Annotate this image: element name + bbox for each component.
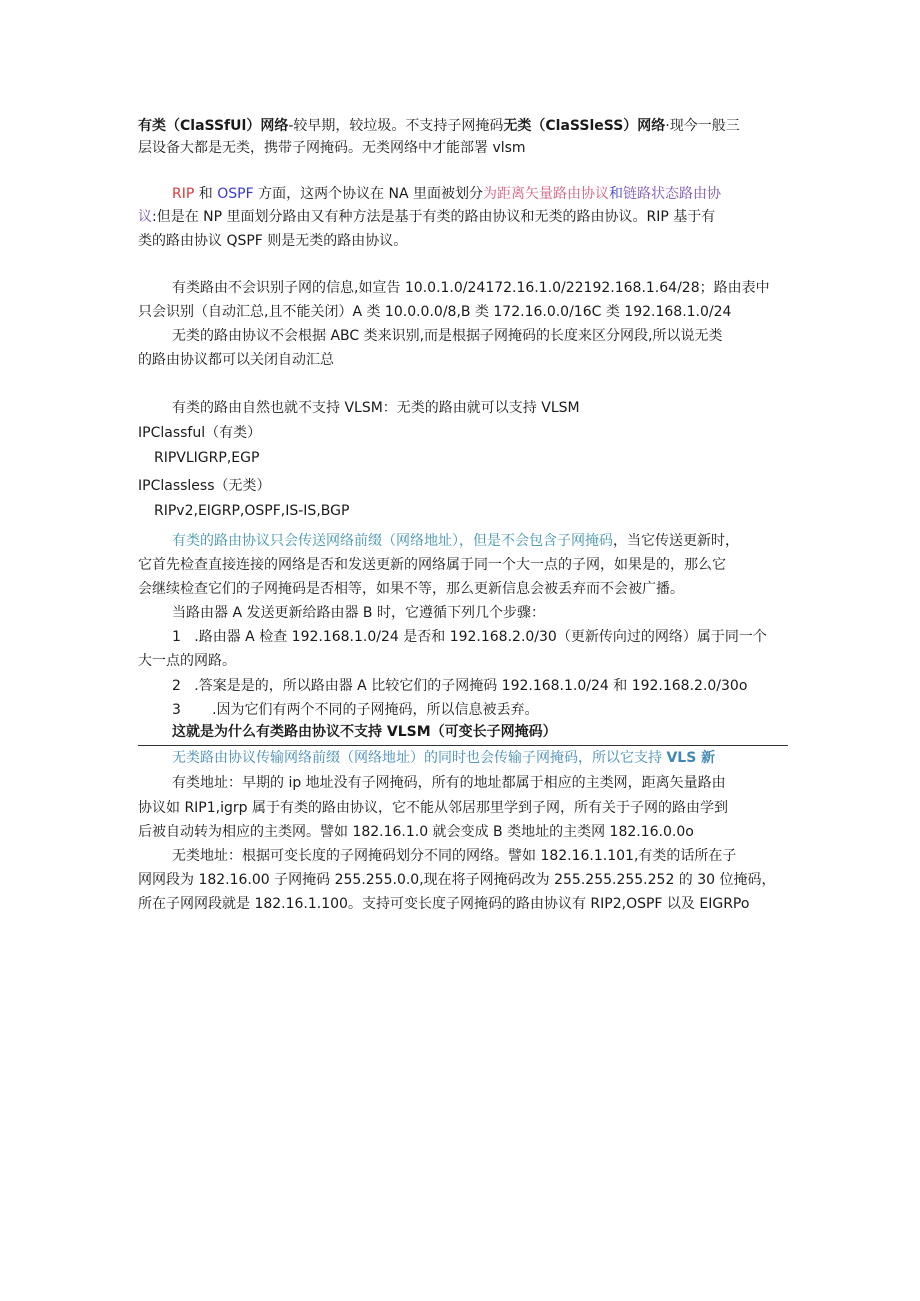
- step-number: 1: [172, 629, 181, 645]
- step-number: 3: [172, 702, 181, 718]
- para-classful-routing-line-1: 有类路由不会识别子网的信息,如宣告 10.0.1.0/24172.16.1.0/22192.168.1.64/28；路由表中: [172, 280, 770, 296]
- rip-term: RIP: [172, 186, 195, 202]
- classless-protocols: RIPv2,EIGRP,OSPF,IS-IS,BGP: [154, 503, 350, 519]
- para-vlsm-support: 有类的路由自然也就不支持 VLSM：无类的路由就可以支持 VLSM: [172, 400, 580, 416]
- divider: [138, 745, 788, 746]
- classless-heading: IPClassless（无类）: [138, 478, 271, 494]
- distance-vector-term: 为距离矢量路由协议: [483, 186, 610, 202]
- highlighted-text: 有类的路由协议只会传送网络前缀（网络地址），但是不会包含子网掩码: [172, 533, 613, 549]
- step-3: 3 .因为它们有两个不同的子网掩码，所以信息被丢弃。: [172, 702, 539, 718]
- classless-term: 无类（ClaSSleSS）网络: [503, 118, 666, 134]
- para-rip-ospf-line-1: RIP 和 OSPF 方面，这两个协议在 NA 里面被划分为距离矢量路由协议和链路状态路由协: [172, 186, 722, 202]
- para-classful-line-2: 层设备大都是无类，携带子网掩码。无类网络中才能部署 vlsm: [138, 140, 526, 156]
- para-classful-address-line-1: 有类地址：早期的 ip 地址没有子网掩码，所有的地址都属于相应的主类网，距离矢量路由: [172, 775, 726, 791]
- classful-term: 有类（ClaSSfUl）网络: [138, 118, 289, 134]
- step-1-line-2: 大一点的网路。: [138, 653, 236, 669]
- link-state-term: 链路状态路由协: [623, 186, 722, 202]
- para-classful-update-line-2: 它首先检查直接连接的网络是否和发送更新的网络属于同一个大一点的子网，如果是的，那么它: [138, 557, 726, 573]
- para-classful-routing-line-2: 只会识别（自动汇总,且不能关闭）A 类 10.0.0.0/8,B 类 172.16.0.0/16C 类 192.168.1.0/24: [138, 304, 732, 320]
- classful-protocols: RIPVLIGRP,EGP: [154, 450, 260, 466]
- para-classful-update-line-3: 会继续检查它们的子网掩码是否相等，如果不等，那么更新信息会被丢弃而不会被广播。: [138, 581, 684, 597]
- para-classful-address-line-3: 后被自动转为相应的主类网。譬如 182.16.1.0 就会变成 B 类地址的主类网 182.16.0.0o: [138, 824, 694, 840]
- para-classful-address-line-2: 协议如 RIP1,igrp 属于有类的路由协议，它不能从邻居那里学到子网，所有关于子网的路由学到: [138, 800, 728, 816]
- step-number: 2: [172, 678, 181, 694]
- vlsm-conclusion: 这就是为什么有类路由协议不支持 VLSM（可变长子网掩码）: [172, 724, 557, 740]
- para-classless-address-line-2: 网网段为 182.16.00 子网掩码 255.255.0.0,现在将子网掩码改为 255.255.255.252 的 30 位掩码，: [138, 872, 776, 888]
- para-classful-update-line-1: 有类的路由协议只会传送网络前缀（网络地址），但是不会包含子网掩码，当它传送更新时，: [172, 533, 739, 549]
- step-2: 2 .答案是是的，所以路由器 A 比较它们的子网掩码 192.168.1.0/24 和 192.168.2.0/30o: [172, 678, 748, 694]
- ospf-term: OSPF: [217, 186, 254, 202]
- para-classful-line-1: 有类（ClaSSfUl）网络-较早期，较垃圾。不支持子网掩码无类（ClaSSleSS）网络·现今一般三: [138, 118, 740, 134]
- para-classless-routing-line-2: 的路由协议都可以关闭自动汇总: [138, 352, 334, 368]
- para-rip-ospf-line-2: 议:但是在 NP 里面划分路由又有种方法是基于有类的路由协议和无类的路由协议。RIP 基于有: [138, 209, 716, 225]
- para-rip-ospf-line-3: 类的路由协议 QSPF 则是无类的路由协议。: [138, 233, 408, 249]
- para-classless-routing-line-1: 无类的路由协议不会根据 ABC 类来识别,而是根据子网掩码的长度来区分网段,所以说无类: [172, 328, 723, 344]
- para-classless-address-line-3: 所在子网网段就是 182.16.1.100。支持可变长度子网掩码的路由协议有 RIP2,OSPF 以及 EIGRPo: [138, 896, 750, 912]
- step-1-line-1: 1 .路由器 A 检查 192.168.1.0/24 是否和 192.168.2.0/30（更新传向过的网络）属于同一个: [172, 629, 767, 645]
- para-router-steps-intro: 当路由器 A 发送更新给路由器 B 时，它遵循下列几个步骤：: [172, 605, 545, 621]
- para-classless-transmit: 无类路由协议传输网络前缀（网络地址）的同时也会传输子网掩码，所以它支持 VLS 新: [172, 750, 716, 766]
- para-classless-address-line-1: 无类地址：根据可变长度的子网掩码划分不同的网络。譬如 182.16.1.101,有类的话所在子: [172, 848, 737, 864]
- classful-heading: IPClassful（有类）: [138, 425, 262, 441]
